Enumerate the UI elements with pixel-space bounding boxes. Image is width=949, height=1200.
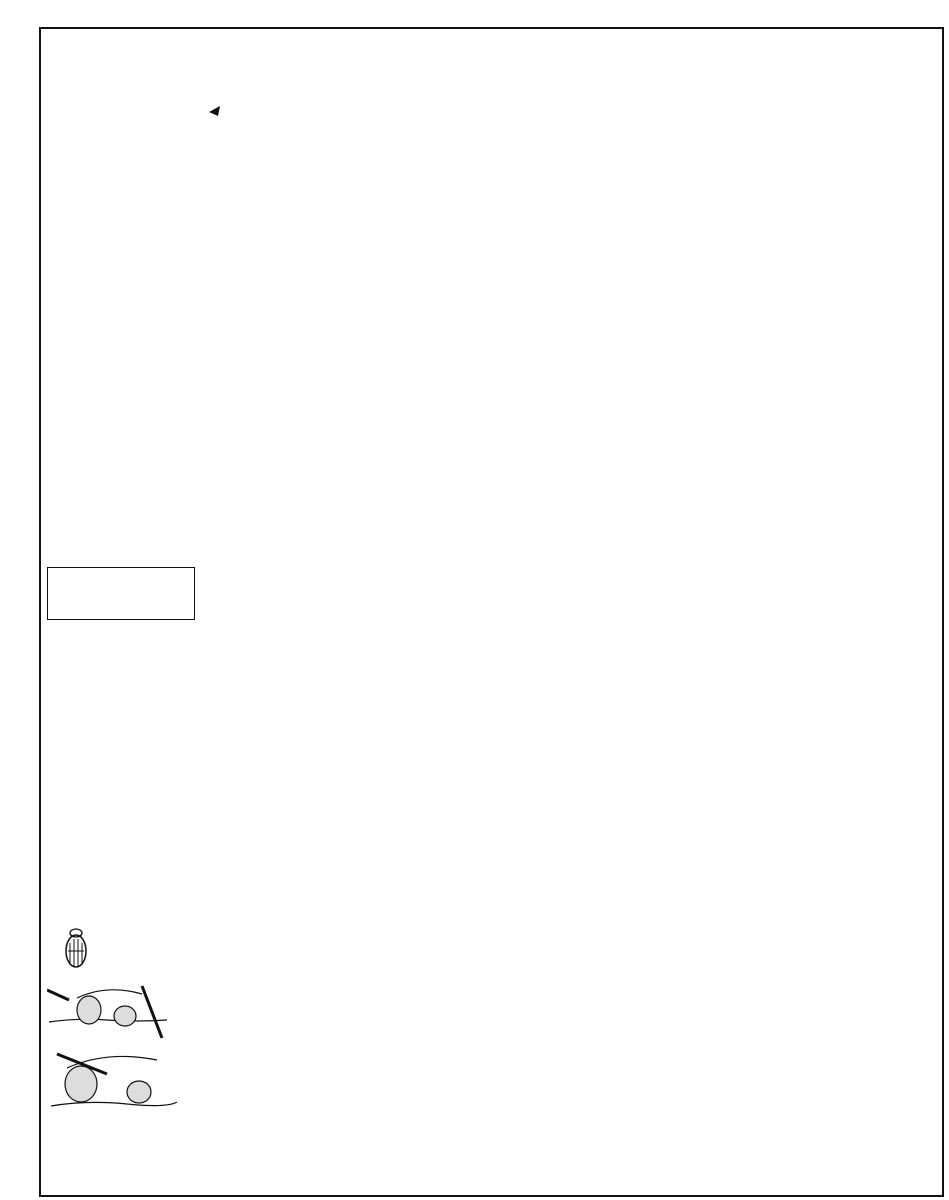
gauge-box bbox=[47, 567, 195, 620]
popcorn-illustration-icon bbox=[47, 980, 187, 1120]
crochet-chart bbox=[200, 64, 920, 1184]
popcorn-icon bbox=[61, 925, 91, 973]
